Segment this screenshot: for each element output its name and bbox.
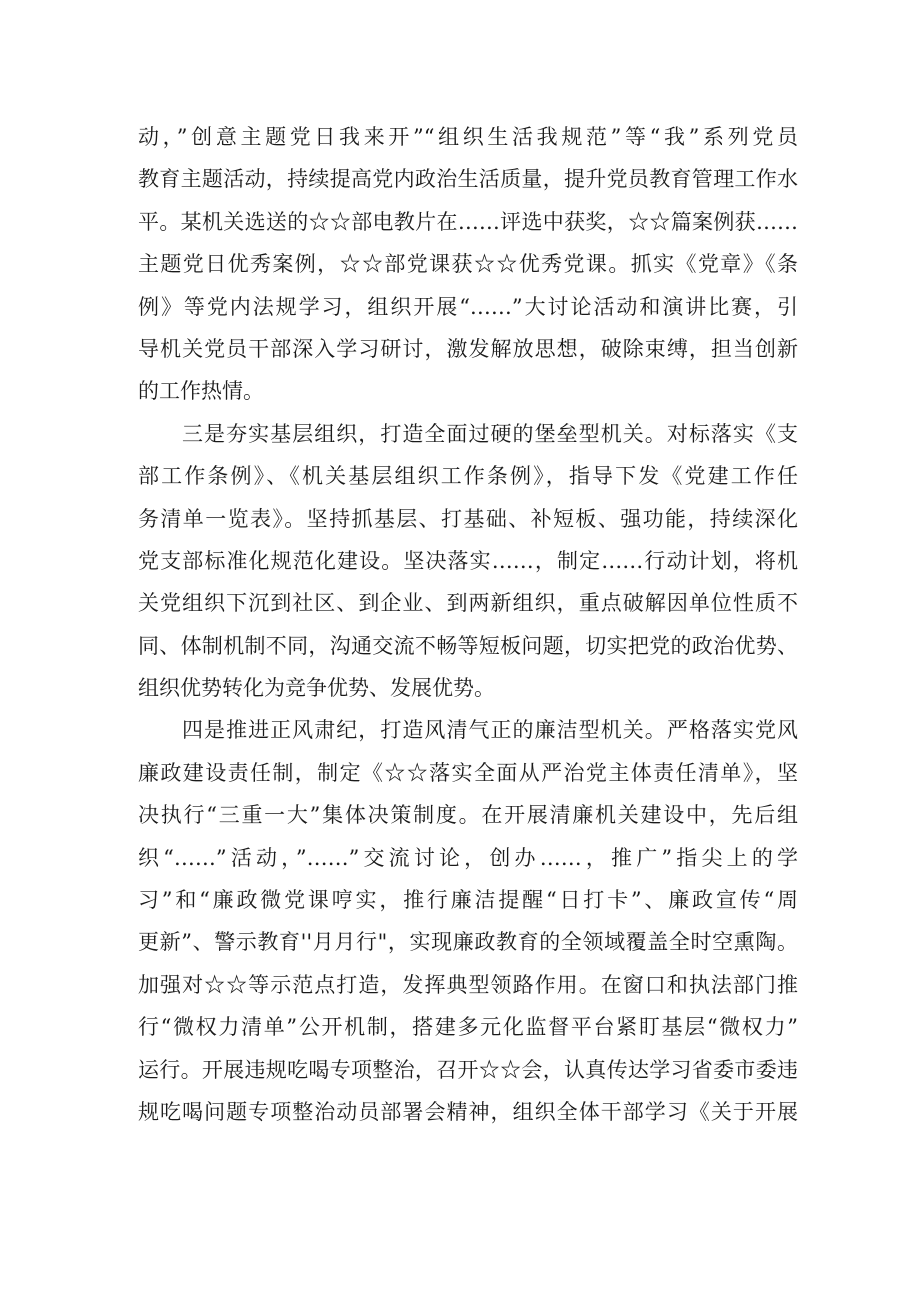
text-line: 的工作热情。 [138, 379, 264, 404]
paragraph-1 [138, 116, 798, 413]
text-line: 更新”、警示教育''月月行"，实现廉政教育的全领域覆盖全时空熏陶。 [138, 930, 798, 955]
paragraph-2 [138, 413, 798, 710]
text-line: 同、体制机制不同，沟通交流不畅等短板问题，切实把党的政治优势、 [138, 633, 798, 658]
text-line: 关党组织下沉到社区、到企业、到两新组织，重点破解因单位性质不 [138, 591, 798, 616]
text-line: 加强对☆☆等示范点打造，发挥典型领路作用。在窗口和执法部门推 [138, 972, 798, 997]
text-line: 务清单一览表》。坚持抓基层、打基础、补短板、强功能，持续深化 [138, 506, 798, 531]
text-line: 主题党日优秀案例，☆☆部党课获☆☆优秀党课。抓实《党章》《条 [138, 252, 798, 277]
text-line: 习”和“廉政微党课哼实，推行廉洁提醒“日打卡”、廉政宣传“周 [138, 888, 798, 913]
text-line: 规吃喝问题专项整治动员部署会精神，组织全体干部学习《关于开展 [138, 1099, 798, 1124]
text-line: 部工作条例》、《机关基层组织工作条例》，指导下发《党建工作任 [138, 464, 798, 489]
text-line: 例》等党内法规学习，组织开展“……”大讨论活动和演讲比赛，引 [138, 294, 798, 319]
text-line: 三是夯实基层组织，打造全面过硬的堡垒型机关。对标落实《支 [182, 421, 798, 446]
text-line: 组织优势转化为竞争优势、发展优势。 [138, 676, 495, 701]
text-line: 教育主题活动，持续提高党内政治生活质量，提升党员教育管理工作水 [138, 167, 798, 192]
text-line: 导机关党员干部深入学习研讨，激发解放思想，破除束缚，担当创新 [138, 336, 798, 361]
text-line: 运行。开展违规吃喝专项整治，召开☆☆会，认真传达学习省委市委违 [138, 1057, 798, 1082]
text-line: 织“……”活动，”……”交流讨论，创办……，推广”指尖上的学 [138, 845, 798, 870]
text-line: 廉政建设责任制，制定《☆☆落实全面从严治党主体责任清单》，坚 [138, 760, 798, 785]
text-line: 党支部标准化规范化建设。坚决落实……，制定……行动计划，将机 [138, 548, 798, 573]
text-line: 决执行“三重一大”集体决策制度。在开展清廉机关建设中，先后组 [138, 803, 798, 828]
text-line: 行“微权力清单”公开机制，搭建多元化监督平台紧盯基层“微权力” [138, 1015, 798, 1040]
text-line: 动，”创意主题党日我来开”“组织生活我规范”等“我”系列党员 [138, 125, 798, 149]
paragraph-3 [138, 709, 798, 1133]
document-body [138, 116, 798, 1133]
text-line: 平。某机关选送的☆☆部电教片在……评选中获奖，☆☆篇案例获…… [138, 209, 798, 234]
text-line: 四是推进正风肃纪，打造风清气正的廉洁型机关。严格落实党风 [182, 718, 798, 743]
